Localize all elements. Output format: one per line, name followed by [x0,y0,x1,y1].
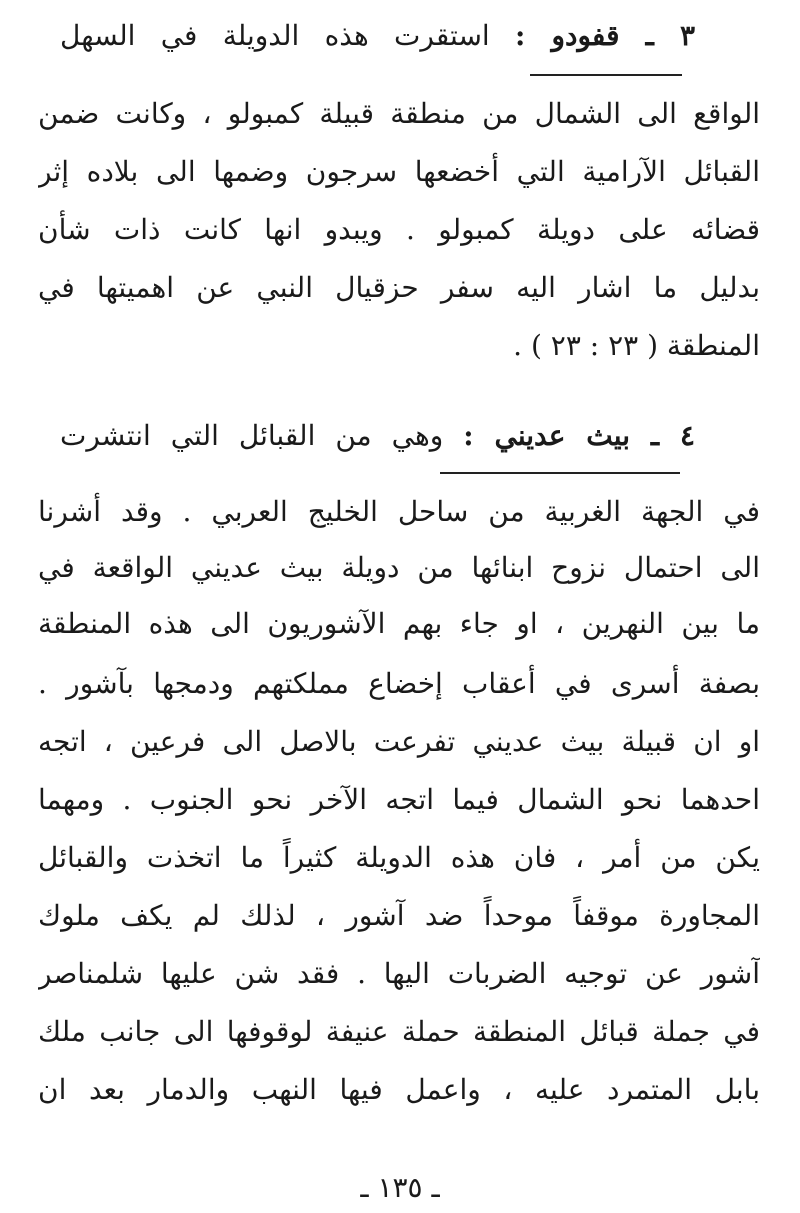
section-3-line-1: الواقع الى الشمال من منطقة قبيلة كمبولو ، وكانت ضمن [38,97,760,130]
section-3-line-4: بدليل ما اشار اليه سفر حزقيال النبي عن اهميتها في [38,271,760,304]
section-4-line-8: المجاورة موقفاً موحداً ضد آشور ، لذلك لم يكف ملوك [38,899,760,932]
section-3-line-2: القبائل الآرامية التي أخضعها سرجون وضمها الى بلاده إثر [38,155,760,188]
section-4-line-2: الى احتمال نزوح ابنائها من دويلة بيث عديني الواقعة في [38,551,760,584]
section-4-heading-underline [440,472,680,474]
section-3-heading-line [60,10,695,62]
section-3-heading-underline [530,74,682,76]
section-3-heading: ٣ ـ قفودو : [514,19,695,52]
section-4-heading: ٤ ـ بيث عديني : [463,419,695,452]
section-3-line-5: المنطقة ( ٢٣ : ٢٣ ) . [513,329,760,362]
section-4-line-1: في الجهة الغربية من ساحل الخليج العربي . وقد أشرنا [38,495,760,528]
page-number: ـ ١٣٥ ـ [360,1171,440,1204]
section-4-line-7: يكن من أمر ، فان هذه الدويلة كثيراً ما اتخذت والقبائل [38,841,760,874]
section-4-line-5: او ان قبيلة بيث عديني تفرعت بالاصل الى فرعين ، اتجه [38,725,760,758]
section-4-line-11: بابل المتمرد عليه ، واعمل فيها النهب والدمار بعد ان [38,1073,760,1106]
section-3-line-3: قضائه على دويلة كمبولو . ويبدو انها كانت ذات شأن [38,213,760,246]
section-4-heading-line [60,410,695,462]
section-4-line-3: ما بين النهرين ، او جاء بهم الآشوريون الى هذه المنطقة [38,607,760,640]
section-4-line-6: احدهما نحو الشمال فيما اتجه الآخر نحو الجنوب . ومهما [38,783,760,816]
section-4-line-4: بصفة أسرى في أعقاب إخضاع مملكتهم ودمجها بآشور . [38,667,760,700]
section-4-heading-text: وهي من القبائل التي انتشرت [60,419,444,452]
section-4-line-10: في جملة قبائل المنطقة حملة عنيفة لوقوفها الى جانب ملك [38,1015,760,1048]
section-4-line-9: آشور عن توجيه الضربات اليها . فقد شن عليها شلمناصر [38,957,760,990]
section-3-heading-text: استقرت هذه الدويلة في السهل [60,19,490,52]
